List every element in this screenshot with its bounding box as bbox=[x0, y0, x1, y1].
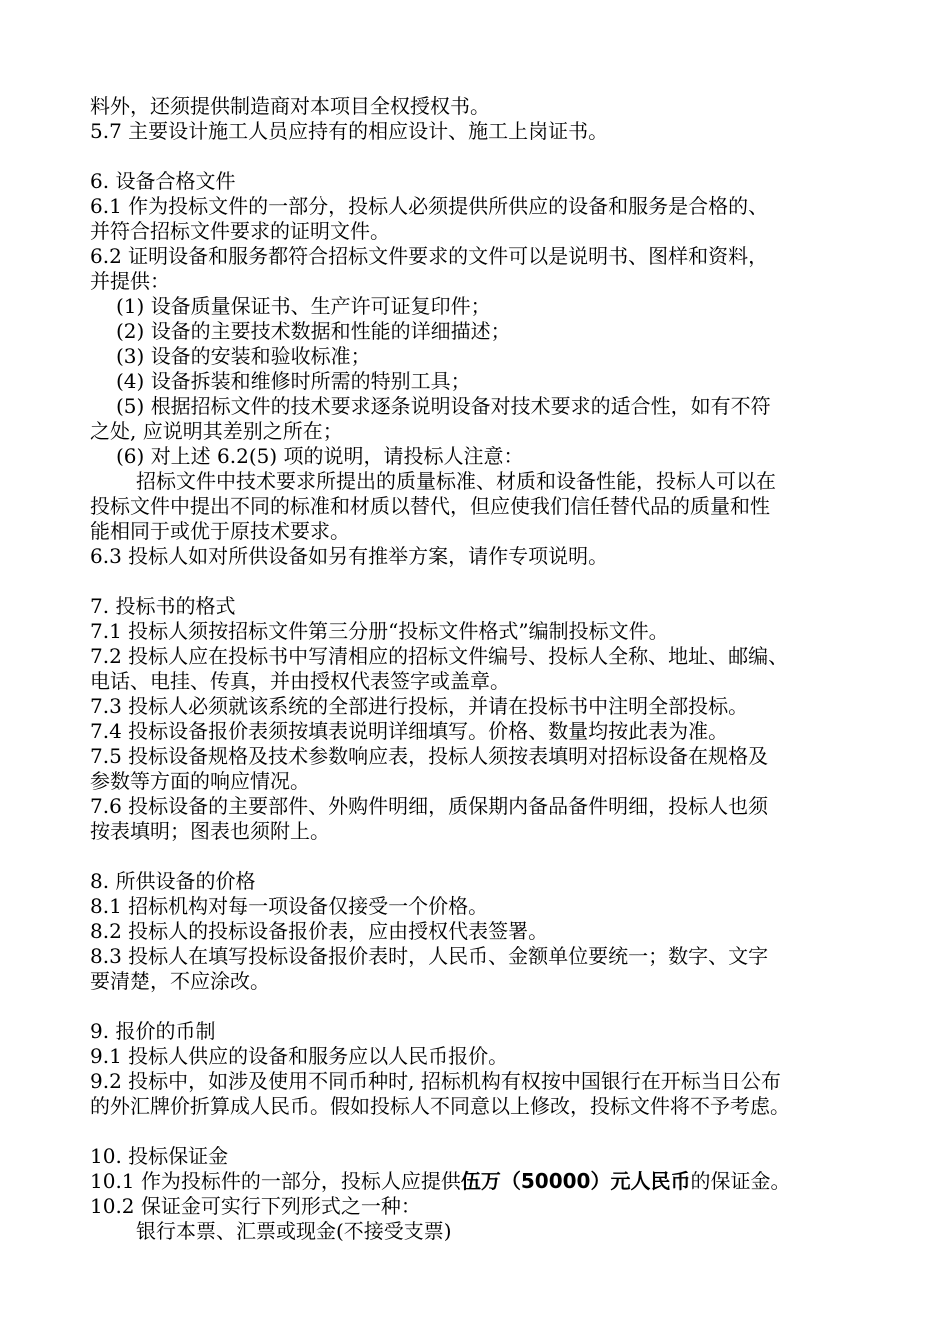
text-line: 并提供： bbox=[90, 269, 170, 293]
list-item: (2) 设备的主要技术数据和性能的详细描述； bbox=[116, 319, 511, 343]
text-line: 6.3 投标人如对所供设备如另有推举方案，请作专项说明。 bbox=[90, 544, 609, 568]
deposit-suffix: 的保证金。 bbox=[690, 1169, 791, 1193]
deposit-amount-line bbox=[90, 1169, 890, 1194]
text-line: 7.3 投标人必须就该系统的全部进行投标，并请在投标书中注明全部投标。 bbox=[90, 694, 749, 718]
blank-line bbox=[90, 569, 890, 594]
list-item: (1) 设备质量保证书、生产许可证复印件； bbox=[116, 294, 491, 318]
section-heading: 8. 所供设备的价格 bbox=[90, 869, 256, 893]
text-line: 7.2 投标人应在投标书中写清相应的招标文件编号、投标人全称、地址、邮编、 bbox=[90, 644, 789, 668]
text-line: 要清楚，不应涂改。 bbox=[90, 969, 270, 993]
text-line: 招标文件中技术要求所提出的质量标准、材质和设备性能，投标人可以在 bbox=[136, 469, 776, 493]
text-line: 6.2 证明设备和服务都符合招标文件要求的文件可以是说明书、图样和资料， bbox=[90, 244, 769, 268]
text-line: 料外，还须提供制造商对本项目全权授权书。 bbox=[90, 94, 490, 118]
text-line: 7.6 投标设备的主要部件、外购件明细，质保期内备品备件明细，投标人也须 bbox=[90, 794, 769, 818]
blank-line bbox=[90, 844, 890, 869]
text-line: 7.1 投标人须按招标文件第三分册“投标文件格式”编制投标文件。 bbox=[90, 619, 669, 643]
text-line: 9.1 投标人供应的设备和服务应以人民币报价。 bbox=[90, 1044, 509, 1068]
text-line: 并符合招标文件要求的证明文件。 bbox=[90, 219, 390, 243]
blank-line bbox=[90, 144, 890, 169]
text-line: 8.2 投标人的投标设备报价表，应由授权代表签署。 bbox=[90, 919, 549, 943]
text-line: 6.1 作为投标文件的一部分，投标人必须提供所供应的设备和服务是合格的、 bbox=[90, 194, 769, 218]
text-line: 8.1 招标机构对每一项设备仅接受一个价格。 bbox=[90, 894, 489, 918]
list-item: (6) 对上述 6.2(5) 项的说明，请投标人注意： bbox=[116, 444, 524, 468]
text-line: 8.3 投标人在填写投标设备报价表时，人民币、金额单位要统一；数字、文字 bbox=[90, 944, 769, 968]
deposit-amount: 伍万（50000）元人民币 bbox=[460, 1169, 691, 1193]
text-line: 按表填明；图表也须附上。 bbox=[90, 819, 330, 843]
text-line: 参数等方面的响应情况。 bbox=[90, 769, 310, 793]
section-heading: 9. 报价的币制 bbox=[90, 1019, 216, 1043]
deposit-prefix: 10.1 作为投标件的一部分，投标人应提供 bbox=[90, 1169, 461, 1193]
text-line: 之处, 应说明其差别之所在； bbox=[90, 419, 343, 443]
blank-line bbox=[90, 994, 890, 1019]
document-page bbox=[90, 94, 890, 1244]
text-line: 7.4 投标设备报价表须按填表说明详细填写。价格、数量均按此表为准。 bbox=[90, 719, 729, 743]
list-item: (3) 设备的安装和验收标准； bbox=[116, 344, 371, 368]
text-line: 电话、电挂、传真，并由授权代表签字或盖章。 bbox=[90, 669, 510, 693]
text-line: 10.2 保证金可实行下列形式之一种： bbox=[90, 1194, 421, 1218]
text-line: 投标文件中提出不同的标准和材质以替代，但应使我们信任替代品的质量和性 bbox=[90, 494, 770, 518]
text-line: 的外汇牌价折算成人民币。假如投标人不同意以上修改，投标文件将不予考虑。 bbox=[90, 1094, 790, 1118]
text-line: 7.5 投标设备规格及技术参数响应表，投标人须按表填明对招标设备在规格及 bbox=[90, 744, 769, 768]
section-heading: 7. 投标书的格式 bbox=[90, 594, 236, 618]
text-line: 能相同于或优于原技术要求。 bbox=[90, 519, 350, 543]
list-item: (5) 根据招标文件的技术要求逐条说明设备对技术要求的适合性，如有不符 bbox=[116, 394, 771, 418]
section-heading: 6. 设备合格文件 bbox=[90, 169, 236, 193]
text-line: 银行本票、汇票或现金(不接受支票) bbox=[136, 1219, 452, 1243]
list-item: (4) 设备拆装和维修时所需的特别工具； bbox=[116, 369, 471, 393]
text-line: 9.2 投标中，如涉及使用不同币种时, 招标机构有权按中国银行在开标当日公布 bbox=[90, 1069, 781, 1093]
section-heading: 10. 投标保证金 bbox=[90, 1144, 229, 1168]
blank-line bbox=[90, 1119, 890, 1144]
text-line: 5.7 主要设计施工人员应持有的相应设计、施工上岗证书。 bbox=[90, 119, 609, 143]
